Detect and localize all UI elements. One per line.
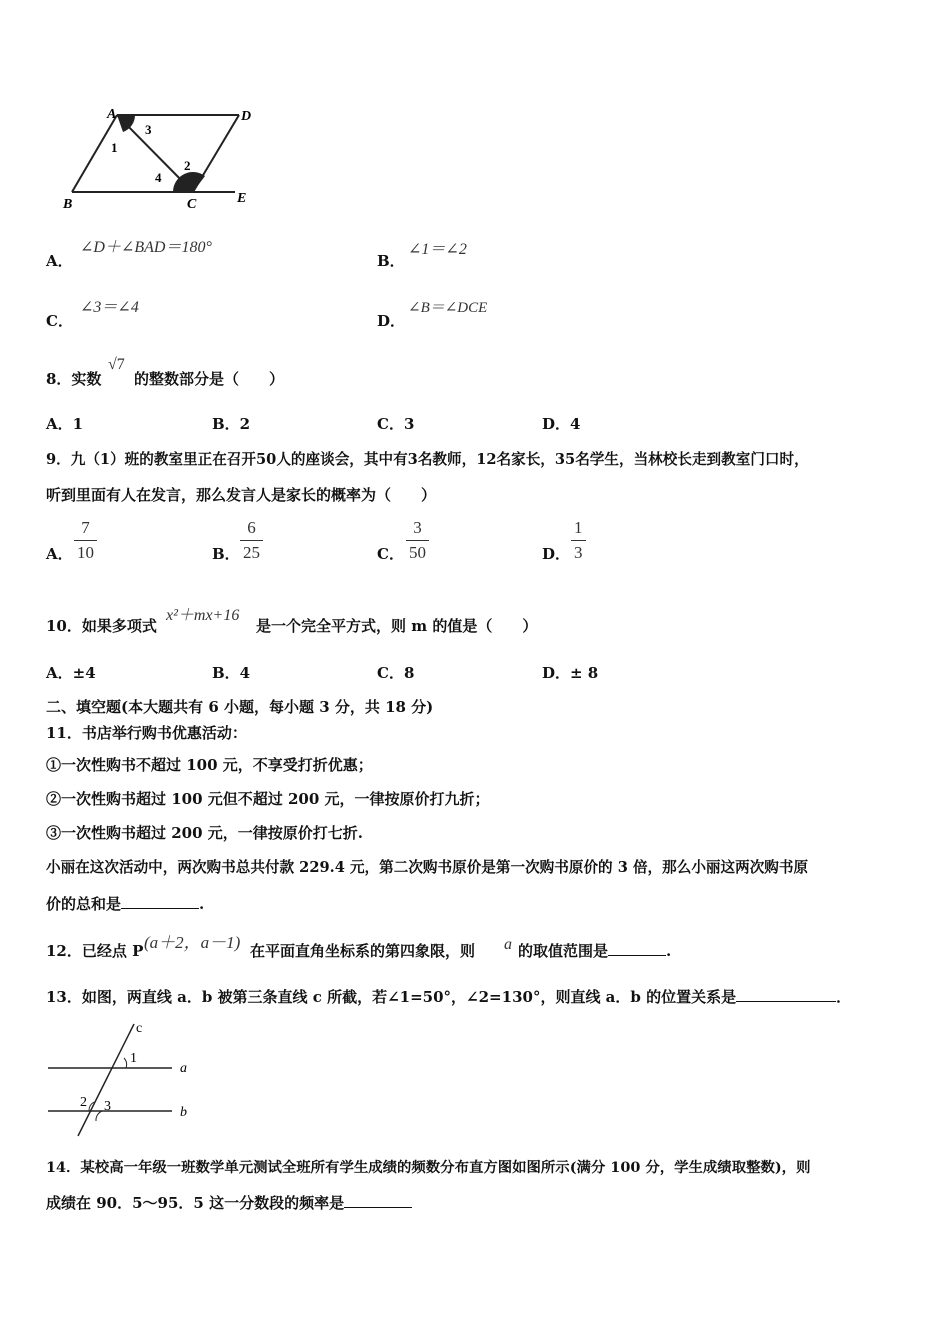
angle-label-4: 4 [155, 170, 162, 185]
q11-line-3: ②一次性购书超过 100 元但不超过 200 元，一律按原价打九折； [46, 790, 490, 808]
fig-label-c: c [136, 1021, 143, 1036]
line-c [78, 1024, 134, 1136]
q11-line-4: ③一次性购书超过 200 元，一律按原价打七折. [46, 824, 363, 842]
q11-line-2: ①一次性购书不超过 100 元，不享受打折优惠； [46, 756, 373, 774]
q9-line-1: 9．九（1）班的教室里正在召开50人的座谈会，其中有3名教师，12名家长，35名学生，当林校长走到教室门口时， [46, 451, 809, 468]
q12-middle: 在平面直角坐标系的第四象限，则 [250, 942, 476, 960]
label-d: D [241, 109, 252, 124]
fraction-bar [74, 540, 97, 541]
angle-label-2: 2 [184, 158, 191, 173]
q10-option-d: D．± 8 [542, 664, 599, 682]
q7-option-d-letter: D． [377, 312, 406, 330]
q10-suffix: 是一个完全平方式，则 m 的值是（ ） [256, 617, 538, 635]
q12-suffix: 的取值范围是 [518, 942, 609, 960]
fraction-bar [571, 540, 586, 541]
q9-option-c-denominator: 50 [409, 543, 426, 562]
q10-option-b: B．4 [212, 664, 251, 682]
label-e: E [237, 191, 247, 206]
angle-mark-c [173, 172, 205, 192]
q13-end: ． [836, 988, 852, 1006]
parallel-lines-figure [44, 1016, 204, 1140]
q10-option-c: C．8 [377, 664, 415, 682]
q9-option-c-letter: C． [377, 545, 404, 563]
q9-option-a-numerator: 7 [81, 518, 90, 537]
q8-option-b: B．2 [212, 415, 251, 433]
q7-option-b-letter: B． [377, 252, 405, 270]
q9-line-2: 听到里面有人在发言，那么发言人是家长的概率为（ ） [46, 486, 437, 504]
q11-line-5: 小丽在这次活动中，两次购书总共付款 229.4 元，第二次购书原价是第一次购书原价的 3 倍，那么小丽这两次购书原 [46, 859, 809, 876]
q9-option-d-fraction [571, 518, 586, 563]
q14-answer-blank[interactable] [344, 1193, 412, 1208]
section-title: 二、填空题(本大题共有 6 小题，每小题 3 分，共 18 分) [46, 698, 434, 716]
fraction-bar [406, 540, 429, 541]
q9-option-b-letter: B． [212, 545, 240, 563]
label-a: A [107, 107, 117, 122]
q9-option-a-denominator: 10 [77, 543, 94, 562]
q9-option-b-numerator: 6 [247, 518, 256, 537]
q9-option-b-fraction [240, 518, 263, 563]
q9-option-a-letter: A． [46, 545, 73, 563]
q11-line-6-end: . [199, 895, 205, 913]
q7-option-b-expr: ∠1＝∠2 [408, 241, 467, 258]
q11-line-1: 11．书店举行购书优惠活动： [46, 724, 247, 742]
q14-line-2: 成绩在 90．5～95．5 这一分数段的频率是 [46, 1194, 345, 1212]
q7-option-a-expr: ∠D＋∠BAD＝180° [80, 239, 212, 256]
angle-label-1: 1 [111, 140, 118, 155]
q12-coords: (a＋2，a－1) [144, 933, 241, 952]
q8-option-d: D．4 [542, 415, 581, 433]
q12-suffix-wrap [518, 940, 671, 961]
q13-text-wrap [46, 986, 851, 1007]
q11-line-6 [46, 893, 204, 914]
fig-label-3: 3 [104, 1099, 111, 1114]
q7-option-a-letter: A． [46, 252, 73, 270]
q10-prefix: 10．如果多项式 [46, 617, 157, 635]
q7-option-c-expr: ∠3＝∠4 [80, 299, 139, 316]
q8-option-a: A．1 [46, 415, 84, 433]
fig-label-b: b [180, 1105, 187, 1120]
q9-option-b-denominator: 25 [243, 543, 260, 562]
fig-label-1: 1 [130, 1051, 137, 1066]
q9-option-d-denominator: 3 [574, 543, 583, 562]
q13-text: 13．如图，两直线 a．b 被第三条直线 c 所截，若∠1=50°，∠2=130°，则直线 a．b 的位置关系是 [46, 988, 737, 1006]
parallelogram-figure [55, 100, 265, 215]
fraction-bar [240, 540, 263, 541]
q8-radical: √7 [108, 356, 125, 373]
q14-line-2-wrap [46, 1192, 412, 1213]
q14-line-1: 14．某校高一年级一班数学单元测试全班所有学生成绩的频数分布直方图如图所示(满分 100 分，学生成绩取整数)，则 [46, 1159, 811, 1176]
q10-expr: x²＋mx+16 [166, 607, 240, 624]
angle-label-3: 3 [145, 122, 152, 137]
q13-answer-blank[interactable] [736, 987, 836, 1002]
q9-option-a-fraction [74, 518, 97, 563]
fig-label-a: a [180, 1061, 187, 1076]
q8-suffix: 的整数部分是（ ） [134, 370, 285, 388]
q7-option-d-expr: ∠B＝∠DCE [408, 300, 488, 316]
angle-mark-3 [96, 1111, 102, 1121]
q12-end: . [666, 942, 672, 960]
q12-prefix: 12．已经点 P [46, 942, 144, 960]
q12-answer-blank[interactable] [608, 941, 666, 956]
angle-mark-1 [124, 1058, 127, 1068]
q9-option-d-numerator: 1 [574, 518, 583, 537]
q9-option-c-numerator: 3 [413, 518, 422, 537]
q9-option-d-letter: D． [542, 545, 571, 563]
q12-var: a [504, 936, 512, 953]
q8-prefix: 8．实数 [46, 370, 102, 388]
q11-answer-blank[interactable] [121, 894, 199, 909]
q8-option-c: C．3 [377, 415, 415, 433]
q10-option-a: A．±4 [46, 664, 96, 682]
q11-line-6-text: 价的总和是 [46, 895, 122, 913]
label-b: B [63, 197, 73, 212]
q7-option-c-letter: C． [46, 312, 73, 330]
q9-option-c-fraction [406, 518, 429, 563]
fig-label-2: 2 [80, 1095, 87, 1110]
label-c: C [187, 197, 197, 212]
